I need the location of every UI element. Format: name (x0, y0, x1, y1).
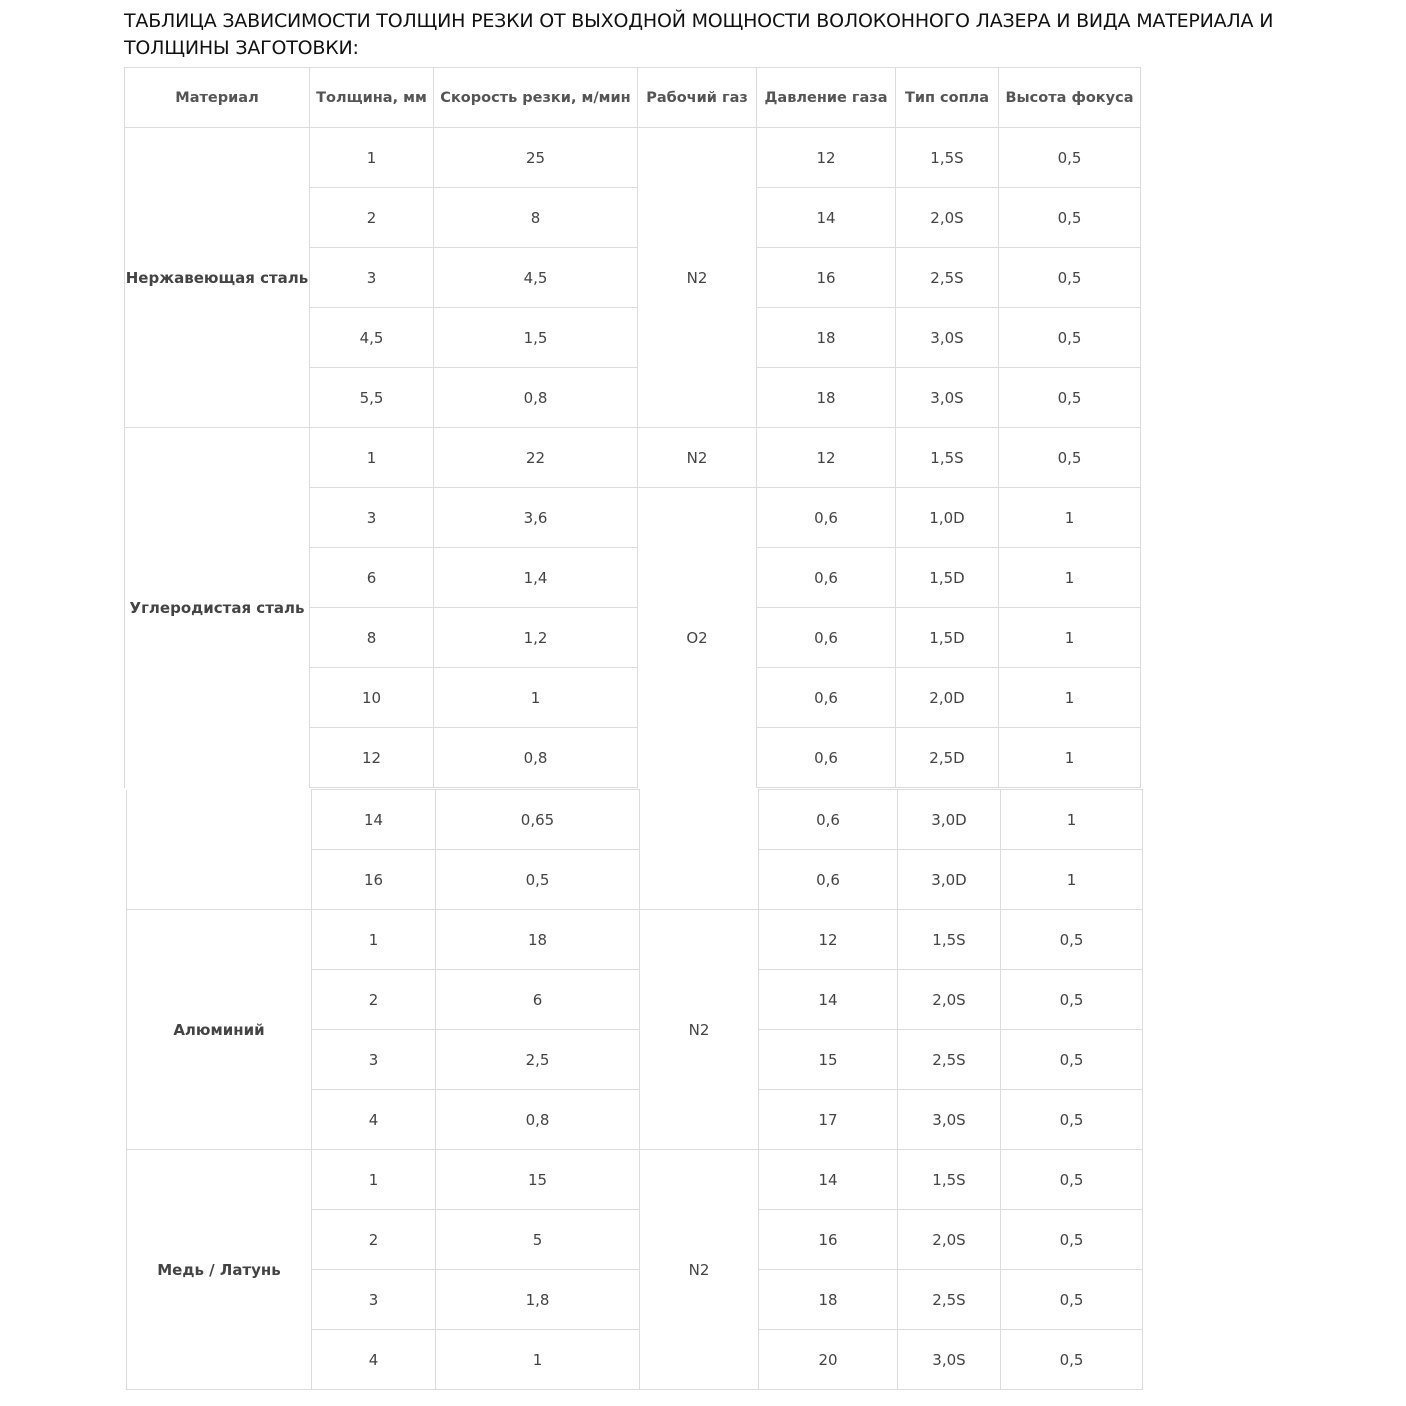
speed-cell: 4,5 (434, 248, 638, 308)
gas-cell: N2 (638, 128, 757, 428)
header-speed: Скорость резки, м/мин (434, 68, 638, 128)
nozzle-cell: 2,5S (896, 248, 999, 308)
speed-cell: 0,5 (436, 850, 640, 910)
speed-cell: 8 (434, 188, 638, 248)
pressure-cell: 0,6 (757, 608, 896, 668)
speed-cell: 0,8 (436, 1090, 640, 1150)
pressure-cell: 14 (757, 188, 896, 248)
nozzle-cell: 2,5S (898, 1030, 1001, 1090)
focus-cell: 0,5 (1001, 1270, 1143, 1330)
table-row (127, 910, 1143, 970)
material-cell: Медь / Латунь (127, 1150, 312, 1390)
header-material: Материал (125, 68, 310, 128)
nozzle-cell: 2,0D (896, 668, 999, 728)
nozzle-cell: 3,0D (898, 850, 1001, 910)
thickness-cell: 3 (312, 1030, 436, 1090)
thickness-cell: 8 (310, 608, 434, 668)
nozzle-cell: 2,0S (898, 1210, 1001, 1270)
focus-cell: 0,5 (1001, 1150, 1143, 1210)
focus-cell: 1 (1001, 790, 1143, 850)
nozzle-cell: 1,5D (896, 608, 999, 668)
nozzle-cell: 3,0S (896, 368, 999, 428)
speed-cell: 1,8 (436, 1270, 640, 1330)
pressure-cell: 17 (759, 1090, 898, 1150)
speed-cell: 6 (436, 970, 640, 1030)
focus-cell: 0,5 (999, 248, 1141, 308)
table-row (125, 128, 1141, 188)
header-thickness: Толщина, мм (310, 68, 434, 128)
nozzle-cell: 3,0D (898, 790, 1001, 850)
nozzle-cell: 3,0S (898, 1330, 1001, 1390)
nozzle-cell: 1,5S (896, 428, 999, 488)
speed-cell: 22 (434, 428, 638, 488)
focus-cell: 0,5 (1001, 910, 1143, 970)
table-header-row (125, 68, 1141, 128)
focus-cell: 1 (999, 488, 1141, 548)
speed-cell: 18 (436, 910, 640, 970)
pressure-cell: 20 (759, 1330, 898, 1390)
pressure-cell: 0,6 (759, 790, 898, 850)
pressure-cell: 18 (757, 368, 896, 428)
pressure-cell: 0,6 (757, 728, 896, 788)
nozzle-cell: 1,5D (896, 548, 999, 608)
thickness-cell: 1 (312, 1150, 436, 1210)
focus-cell: 0,5 (999, 128, 1141, 188)
speed-cell: 5 (436, 1210, 640, 1270)
gas-cell: N2 (640, 1150, 759, 1390)
speed-cell: 1,4 (434, 548, 638, 608)
page-title: ТАБЛИЦА ЗАВИСИМОСТИ ТОЛЩИН РЕЗКИ ОТ ВЫХОДНОЙ МОЩНОСТИ ВОЛОКОННОГО ЛАЗЕРА И ВИДА МАТЕРИАЛА И ТОЛЩИНЫ ЗАГОТОВКИ: (124, 10, 1274, 59)
thickness-cell: 4 (312, 1090, 436, 1150)
nozzle-cell: 2,0S (896, 188, 999, 248)
gas-cell: N2 (638, 428, 757, 488)
thickness-cell: 2 (312, 1210, 436, 1270)
focus-cell: 0,5 (999, 308, 1141, 368)
material-cell: Нержавеющая сталь (125, 128, 310, 428)
focus-cell: 0,5 (999, 368, 1141, 428)
pressure-cell: 14 (759, 1150, 898, 1210)
thickness-cell: 4 (312, 1330, 436, 1390)
pressure-cell: 18 (759, 1270, 898, 1330)
pressure-cell: 0,6 (757, 668, 896, 728)
pressure-cell: 15 (759, 1030, 898, 1090)
focus-cell: 1 (1001, 850, 1143, 910)
speed-cell: 1,5 (434, 308, 638, 368)
speed-cell: 15 (436, 1150, 640, 1210)
focus-cell: 0,5 (1001, 1090, 1143, 1150)
nozzle-cell: 1,5S (896, 128, 999, 188)
table-row (127, 1150, 1143, 1210)
nozzle-cell: 3,0S (896, 308, 999, 368)
material-cell-continued (127, 790, 312, 910)
thickness-cell: 16 (312, 850, 436, 910)
table-row (127, 790, 1143, 850)
table-row (125, 428, 1141, 488)
focus-cell: 0,5 (999, 188, 1141, 248)
header-gas: Рабочий газ (638, 68, 757, 128)
thickness-cell: 3 (312, 1270, 436, 1330)
speed-cell: 25 (434, 128, 638, 188)
focus-cell: 1 (999, 548, 1141, 608)
pressure-cell: 16 (759, 1210, 898, 1270)
thickness-cell: 12 (310, 728, 434, 788)
speed-cell: 1,2 (434, 608, 638, 668)
thickness-cell: 1 (310, 128, 434, 188)
cutting-table-part-1 (124, 67, 1141, 788)
material-cell: Алюминий (127, 910, 312, 1150)
thickness-cell: 6 (310, 548, 434, 608)
thickness-cell: 2 (310, 188, 434, 248)
pressure-cell: 0,6 (759, 850, 898, 910)
thickness-cell: 3 (310, 248, 434, 308)
focus-cell: 0,5 (999, 428, 1141, 488)
nozzle-cell: 1,5S (898, 910, 1001, 970)
material-cell: Углеродистая сталь (125, 428, 310, 788)
cutting-table-part-2 (126, 789, 1143, 1390)
header-nozzle: Тип сопла (896, 68, 999, 128)
header-focus: Высота фокуса (999, 68, 1141, 128)
nozzle-cell: 1,0D (896, 488, 999, 548)
pressure-cell: 12 (759, 910, 898, 970)
thickness-cell: 4,5 (310, 308, 434, 368)
thickness-cell: 10 (310, 668, 434, 728)
focus-cell: 0,5 (1001, 970, 1143, 1030)
header-pressure: Давление газа (757, 68, 896, 128)
thickness-cell: 5,5 (310, 368, 434, 428)
nozzle-cell: 2,5S (898, 1270, 1001, 1330)
thickness-cell: 1 (312, 910, 436, 970)
focus-cell: 0,5 (1001, 1030, 1143, 1090)
speed-cell: 3,6 (434, 488, 638, 548)
speed-cell: 1 (436, 1330, 640, 1390)
gas-cell: O2 (638, 488, 757, 788)
focus-cell: 1 (999, 608, 1141, 668)
speed-cell: 1 (434, 668, 638, 728)
pressure-cell: 12 (757, 128, 896, 188)
focus-cell: 0,5 (1001, 1330, 1143, 1390)
pressure-cell: 0,6 (757, 548, 896, 608)
pressure-cell: 16 (757, 248, 896, 308)
focus-cell: 1 (999, 668, 1141, 728)
focus-cell: 1 (999, 728, 1141, 788)
gas-cell: N2 (640, 910, 759, 1150)
thickness-cell: 2 (312, 970, 436, 1030)
speed-cell: 0,8 (434, 368, 638, 428)
focus-cell: 0,5 (1001, 1210, 1143, 1270)
thickness-cell: 14 (312, 790, 436, 850)
pressure-cell: 0,6 (757, 488, 896, 548)
pressure-cell: 14 (759, 970, 898, 1030)
speed-cell: 0,8 (434, 728, 638, 788)
speed-cell: 2,5 (436, 1030, 640, 1090)
speed-cell: 0,65 (436, 790, 640, 850)
nozzle-cell: 2,5D (896, 728, 999, 788)
nozzle-cell: 1,5S (898, 1150, 1001, 1210)
nozzle-cell: 3,0S (898, 1090, 1001, 1150)
nozzle-cell: 2,0S (898, 970, 1001, 1030)
gas-cell-continued (640, 790, 759, 910)
pressure-cell: 12 (757, 428, 896, 488)
pressure-cell: 18 (757, 308, 896, 368)
thickness-cell: 1 (310, 428, 434, 488)
thickness-cell: 3 (310, 488, 434, 548)
